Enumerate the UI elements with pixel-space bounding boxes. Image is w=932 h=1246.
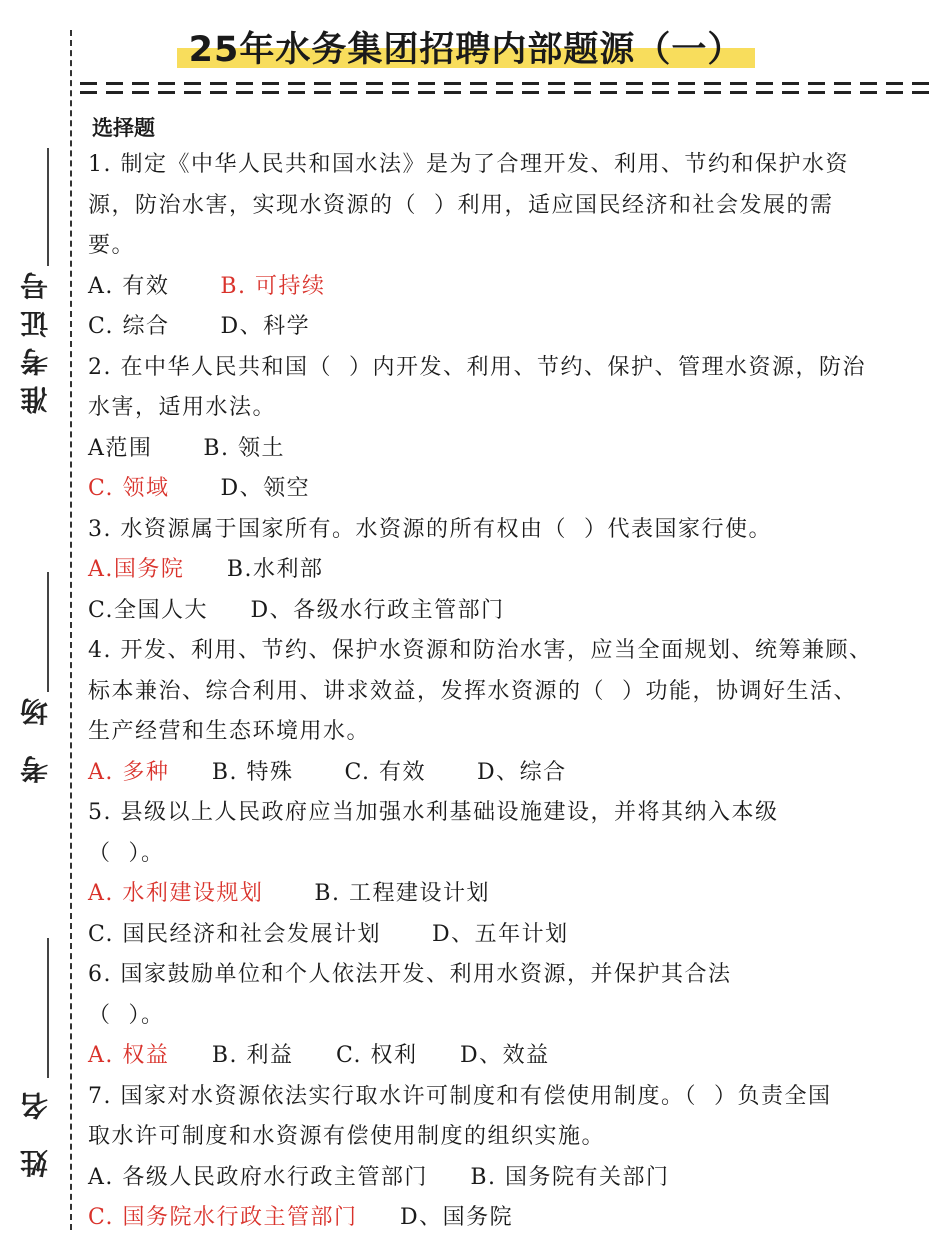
line-text: 标本兼治、综合利用、讲求效益，发挥水资源的（ ）功能，协调好生活、	[88, 678, 857, 704]
answer-text: A. 水利建设规划	[88, 881, 264, 906]
answer-text: A. 权益	[88, 1043, 170, 1068]
line-text: D、领空	[169, 476, 311, 501]
answer-text: A.国务院	[88, 557, 185, 582]
text-line	[88, 753, 913, 794]
line-text: 水害，适用水法。	[88, 395, 277, 420]
text-line	[88, 996, 913, 1037]
line-text: （ ）。	[88, 1002, 165, 1028]
exam-info-margin	[0, 0, 72, 1246]
section-heading: 选择题	[92, 116, 155, 140]
text-line	[88, 793, 913, 834]
text-line	[88, 145, 913, 186]
line-text: 要。	[88, 233, 136, 258]
line-text: 6. 国家鼓励单位和个人依法开发、利用水资源，并保护其合法	[88, 962, 732, 987]
name-line[interactable]	[47, 938, 49, 1078]
text-line	[88, 510, 913, 551]
text-line	[88, 955, 913, 996]
answer-text: C. 国务院水行政主管部门	[88, 1205, 358, 1230]
text-line	[88, 591, 913, 632]
text-line	[88, 469, 913, 510]
exam-room-line[interactable]	[47, 572, 49, 692]
line-text: B. 工程建设计划	[263, 881, 490, 906]
answer-text: B. 可持续	[220, 273, 326, 299]
line-text: 源，防治水害，实现水资源的（ ）利用，适应国民经济和社会发展的需	[88, 192, 834, 218]
ticket-number-label: 准考证号	[19, 262, 52, 414]
line-text: A. 各级人民政府水行政主管部门 B. 国务院有关部门	[88, 1164, 670, 1190]
double-dashed-divider	[80, 82, 932, 96]
line-text: A. 有效	[88, 273, 221, 299]
text-line	[88, 672, 913, 713]
line-text: B. 利益 C. 权利 D、效益	[169, 1043, 550, 1068]
line-text: 1. 制定《中华人民共和国水法》是为了合理开发、利用、节约和保护水资	[88, 152, 849, 177]
text-line	[88, 1198, 913, 1239]
line-text: 5. 县级以上人民政府应当加强水利基础设施建设，并将其纳入本级	[88, 800, 779, 825]
ticket-number-line[interactable]	[47, 148, 49, 266]
line-text: A范围 B. 领土	[88, 435, 286, 461]
line-text: 2. 在中华人民共和国（ ）内开发、利用、节约、保护、管理水资源，防治	[88, 354, 866, 380]
text-line	[88, 1077, 913, 1118]
page-title: 25年水务集团招聘内部题源（一）	[177, 22, 756, 72]
text-line	[88, 1036, 913, 1077]
text-line	[88, 267, 913, 308]
text-line	[88, 1117, 913, 1158]
line-text: D、国务院	[357, 1205, 514, 1230]
text-line	[88, 388, 913, 429]
title-area	[0, 22, 932, 72]
name-label: 姓 名	[19, 1082, 52, 1178]
text-line	[88, 186, 913, 227]
line-text: 取水许可制度和水资源有偿使用制度的组织实施。	[88, 1124, 606, 1149]
text-line	[88, 834, 913, 875]
text-line	[88, 631, 913, 672]
text-line	[88, 1158, 913, 1199]
text-line	[88, 226, 913, 267]
text-line	[88, 550, 913, 591]
line-text: （ ）。	[88, 840, 165, 866]
line-text: C.全国人大 D、各级水行政主管部门	[88, 597, 505, 623]
line-text: B.水利部	[184, 557, 324, 582]
text-line	[88, 307, 913, 348]
line-text: 3. 水资源属于国家所有。水资源的所有权由（ ）代表国家行使。	[88, 516, 772, 542]
text-line	[88, 712, 913, 753]
answer-text: C. 领域	[88, 476, 170, 501]
line-text: B. 特殊 C. 有效 D、综合	[169, 759, 567, 785]
line-text: 4. 开发、利用、节约、保护水资源和防治水害，应当全面规划、统筹兼顾、	[88, 638, 873, 663]
text-line	[88, 429, 913, 470]
text-line	[88, 915, 913, 956]
text-line	[88, 874, 913, 915]
line-text: 生产经营和生态环境用水。	[88, 719, 371, 744]
line-text: 7. 国家对水资源依法实行取水许可制度和有偿使用制度。（ ）负责全国	[88, 1083, 832, 1109]
line-text: C. 国民经济和社会发展计划 D、五年计划	[88, 921, 569, 947]
question-list	[88, 145, 913, 1239]
cut-line	[70, 30, 72, 1230]
exam-room-label: 考 场	[19, 688, 52, 784]
answer-text: A. 多种	[88, 759, 170, 785]
line-text: C. 综合 D、科学	[88, 314, 311, 339]
text-line	[88, 348, 913, 389]
